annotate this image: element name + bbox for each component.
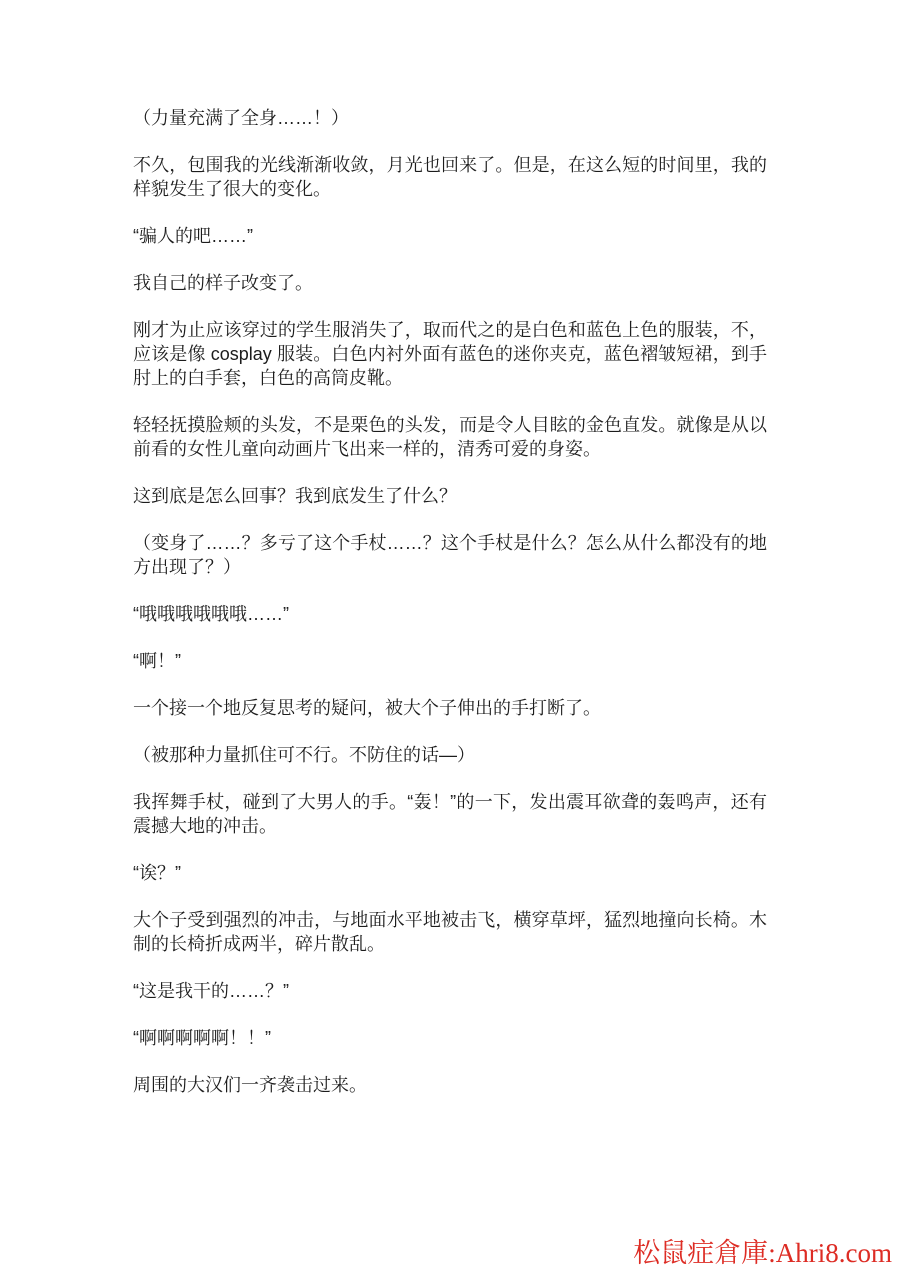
paragraph: （被那种力量抓住可不行。不防住的话—） [133,745,475,765]
paragraph: 一个接一个地反复思考的疑问，被大个子伸出的手打断了。 [133,698,601,718]
paragraph: “啊！” [133,651,181,671]
paragraph: “这是我干的……？” [133,981,289,1001]
paragraph: “骗人的吧……” [133,226,253,246]
watermark: 松鼠症倉庫:Ahri8.com [633,1238,892,1268]
document-body [133,106,767,1120]
paragraph: 大个子受到强烈的冲击，与地面水平地被击飞，横穿草坪，猛烈地撞向长椅。木制的长椅折成两半，碎片散乱。 [133,910,767,954]
paragraph: （变身了……？多亏了这个手杖……？这个手杖是什么？怎么从什么都没有的地方出现了？） [133,533,767,577]
paragraph: 我自己的样子改变了。 [133,273,313,293]
paragraph: 刚才为止应该穿过的学生服消失了，取而代之的是白色和蓝色上色的服装，不，应该是像 cosplay 服装。白色内衬外面有蓝色的迷你夹克，蓝色褶皱短裙，到手肘上的白手套，白色的高筒皮靴。 [133,320,767,388]
paragraph: “哦哦哦哦哦哦……” [133,604,289,624]
paragraph: 我挥舞手杖，碰到了大男人的手。“轰！”的一下，发出震耳欲聋的轰鸣声，还有震撼大地的冲击。 [133,792,767,836]
paragraph: “啊啊啊啊啊！！” [133,1028,271,1048]
paragraph: 周围的大汉们一齐袭击过来。 [133,1075,367,1095]
paragraph: 轻轻抚摸脸颊的头发，不是栗色的头发，而是令人目眩的金色直发。就像是从以前看的女性儿童向动画片飞出来一样的，清秀可爱的身姿。 [133,415,767,459]
paragraph: 这到底是怎么回事？我到底发生了什么？ [133,486,457,506]
paragraph: （力量充满了全身……！） [133,108,349,128]
paragraph: 不久，包围我的光线渐渐收敛，月光也回来了。但是，在这么短的时间里，我的样貌发生了很大的变化。 [133,155,767,199]
paragraph: “诶？” [133,863,181,883]
